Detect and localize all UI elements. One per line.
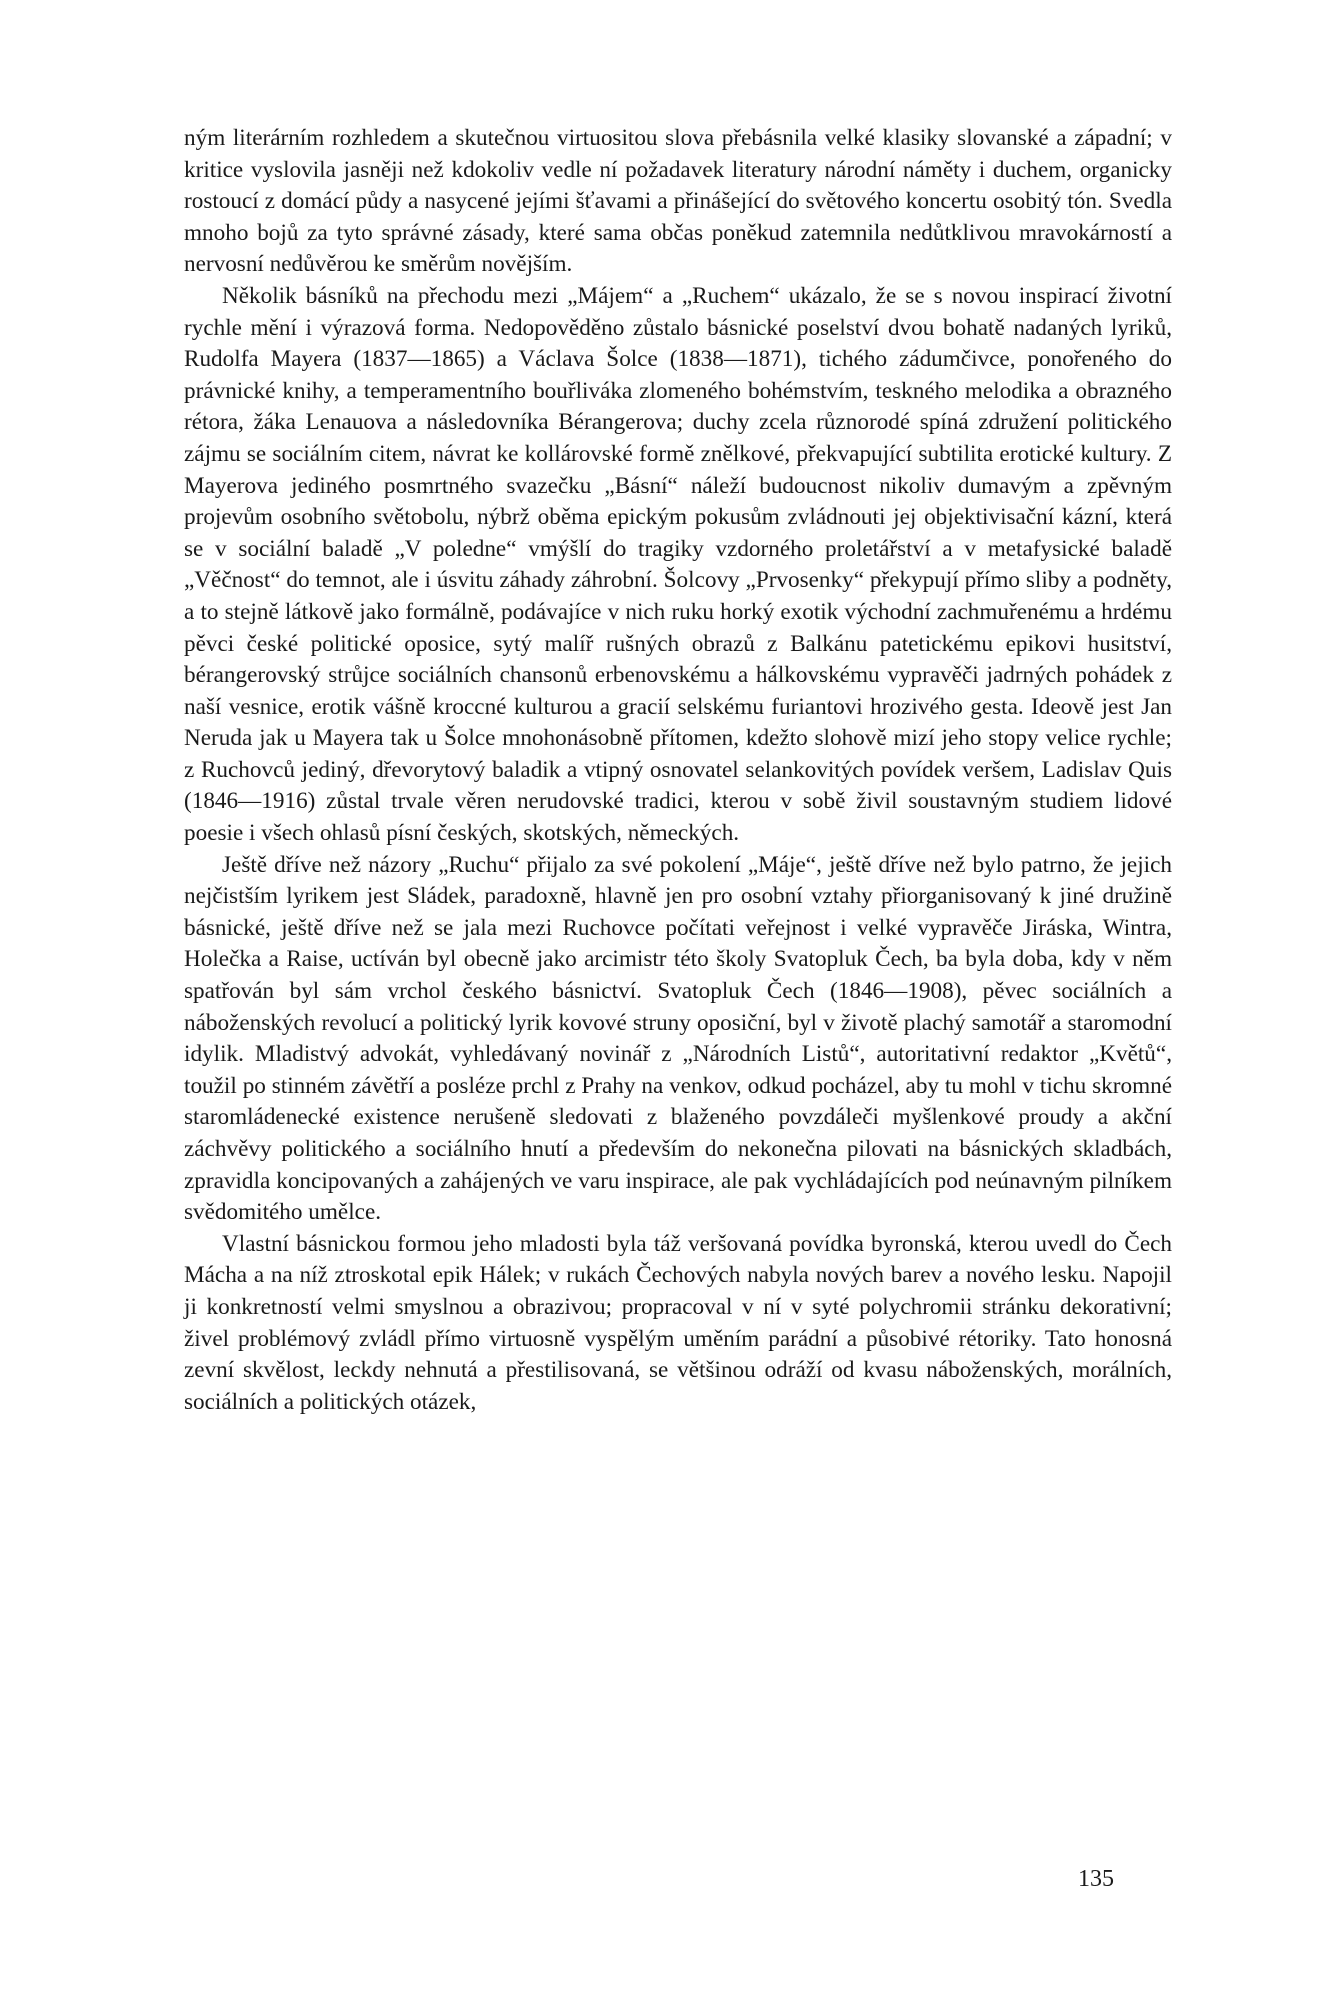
paragraph-mayer-solc: Několik básníků na přechodu mezi „Májem“ a „Ruchem“ ukázalo, že se s novou inspirací životní rychle mění i výrazová forma. Nedopověděno zůstalo básnické poselství dvou bohatě nadaných lyriků, Rudolfa Mayera (1837—1865) a Václava Šolce (1838—1871), tichého zádumčivce, ponořeného do právnické knihy, a temperamentního bouřliváka zlomeného bohémstvím, teskného melodika a obrazného rétora, žáka Lenauova a následovníka Bérangerova; duchy zcela různorodé spíná združení politického zájmu se sociálním citem, návrat ke kollárovské formě znělkové, překvapující subtilita erotické kultury. Z Mayerova jediného posmrtného svazečku „Básní“ náleží budoucnost nikoliv dumavým a zpěvným projevům osobního světobolu, nýbrž oběma epickým pokusům zvládnouti jej objektivisační kázní, která se v sociální baladě „V poledne“ vmýšlí do tragiky vzdorného proletářství a v metafysické baladě „Věčnost“ do temnot, ale i úsvitu záhady záhrobní. Šolcovy „Prvosenky“ překypují přímo sliby a podněty, a to stejně látkově jako formálně, podávajíce v nich ruku horký exotik východní zachmuřenému a hrdému pěvci české politické oposice, sytý malíř rušných obrazů z Balkánu patetickému epikovi husitství, bérangerovský strůjce sociálních chansonů erbenovskému a hálkovskému vypravěči jadrných pohádek z naší vesnice, erotik vášně kroccné kulturou a gracií selskému furiantovi hrozivého gesta. Ideově jest Jan Neruda jak u Mayera tak u Šolce mnohonásobně přítomen, kdežto slohově mizí jeho stopy velice rychle; z Ruchovců jediný, dřevorytový baladik a vtipný osnovatel selankovitých povídek veršem, Ladislav Quis (1846—1916) zůstal trvale věren nerudovské tradici, kterou v sobě živil soustavným studiem lidové poesie i všech ohlasů písní českých, skotských, německých. [184, 282, 1172, 847]
paragraph-svatopluk-cech: Ještě dříve než názory „Ruchu“ přijalo za své pokolení „Máje“, ještě dříve než bylo patrno, že jejich nejčistším lyrikem jest Sládek, paradoxně, hlavně jen pro osobní vztahy přiorganisovaný k jiné družině básnické, ještě dříve než se jala mezi Ruchovce počítati veřejnost i velké vypravěče Jiráska, Wintra, Holečka a Raise, uctíván byl obecně jako arcimistr této školy Svatopluk Čech, ba byla doba, kdy v něm spatřován byl sám vrchol českého básnictví. Svatopluk Čech (1846—1908), pěvec sociálních a náboženských revolucí a politický lyrik kovové struny oposiční, byl v životě plachý samotář a staromodní idylik. Mladistvý advokát, vyhledávaný novinář z „Národních Listů“, autoritativní redaktor „Květů“, toužil po stinném závětří a posléze prchl z Prahy na venkov, odkud pocházel, aby tu mohl v tichu skromné staromládenecké existence nerušeně sledovati z blaženého povzdáleči myšlenkové proudy a akční záchvěvy politického a sociálního hnutí a především do nekonečna pilovati na básnických skladbách, zpravidla koncipovaných a zahájených ve varu inspirace, ale pak vychládajících pod neúnavným pilníkem svědomitého umělce. [184, 851, 1172, 1226]
paragraph-continuation: ným literárním rozhledem a skutečnou virtuositou slova přebásnila velké klasiky slovanské a západní; v kritice vyslovila jasněji než kdokoliv vedle ní požadavek literatury národní náměty i duchem, organicky rostoucí z domácí půdy a nasycené jejími šťavami a přinášející do světového koncertu osobitý tón. Svedla mnoho bojů za tyto správné zásady, které sama občas poněkud zatemnila nedůtklivou mravokárností a nervosní nedůvěrou ke směrům novějším. [184, 125, 1172, 278]
body-text [184, 123, 1172, 1418]
paragraph-poetic-form: Vlastní básnickou formou jeho mladosti byla táž veršovaná povídka byronská, kterou uvedl do Čech Mácha a na níž ztroskotal epik Hálek; v rukách Čechových nabyla nových barev a nového lesku. Napojil ji konkretností velmi smyslnou a obrazivou; propracoval v ní v syté polychromii stránku dekorativní; živel problémový zvládl přímo virtuosně vyspělým uměním parádní a působivé rétoriky. Tato honosná zevní skvělost, leckdy nehnutá a přestilisovaná, se většinou odráží od kvasu náboženských, morálních, sociálních a politických otázek, [184, 1230, 1172, 1415]
page-number: 135 [1078, 1866, 1114, 1892]
